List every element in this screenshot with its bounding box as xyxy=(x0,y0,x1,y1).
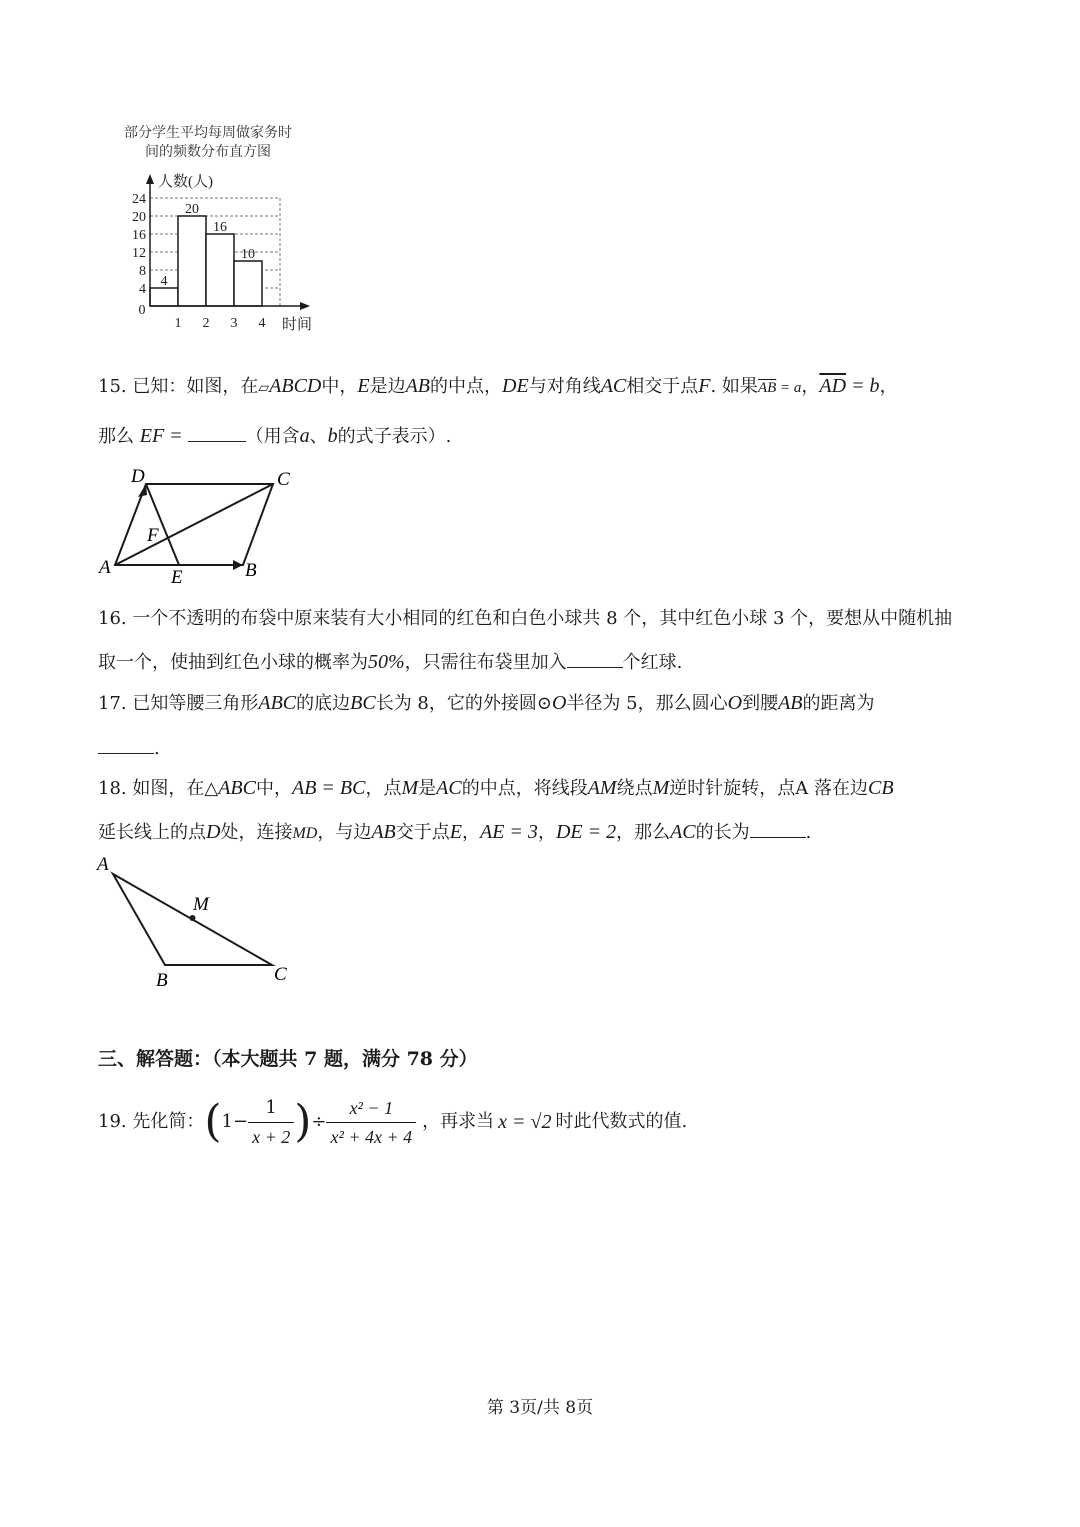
label-b: B xyxy=(245,560,257,581)
y-tick-20: 20 xyxy=(132,210,146,225)
q17-var-bc: BC xyxy=(350,692,376,714)
q15-text: ， xyxy=(801,376,820,397)
label-f: F xyxy=(147,525,159,546)
q17-text: . xyxy=(154,738,160,759)
q15-var-b: b xyxy=(327,425,338,447)
q16-text: ，只需往布袋里加入 xyxy=(404,652,567,673)
q15-var-a: a xyxy=(299,425,310,447)
question-15-line2 xyxy=(98,421,451,451)
q18-text: 是 xyxy=(418,778,437,799)
q17-var-ab: AB xyxy=(778,692,803,714)
arrow-ab xyxy=(233,560,243,570)
fraction-1-denominator: x + 2 xyxy=(252,1126,291,1147)
q19-text: ，再求当 xyxy=(422,1111,495,1132)
q18-text: 18. 如图，在 xyxy=(98,778,205,799)
q15-text: 的中点， xyxy=(430,376,503,397)
circle-symbol: ⊙ xyxy=(536,693,552,714)
histogram-title xyxy=(108,124,308,162)
x-tick-1: 1 xyxy=(174,316,182,331)
histogram-title-line2: 间的频数分布直方图 xyxy=(145,144,271,160)
y-axis-label: 人数(人) xyxy=(158,174,213,190)
question-18-line2 xyxy=(98,817,811,848)
q17-var-o: O xyxy=(551,692,567,714)
q15-text: 、 xyxy=(309,426,328,447)
question-18-line1 xyxy=(98,774,894,803)
q19-one: 1 xyxy=(221,1111,233,1132)
bar-3 xyxy=(206,234,234,306)
q15-var-f: F xyxy=(698,375,711,397)
q18-var-cb: CB xyxy=(868,777,894,799)
q18-text: ，与边 xyxy=(317,822,372,843)
q18-var-ac: AC xyxy=(436,777,462,799)
q18-text: 交于点 xyxy=(395,822,450,843)
bar-label-1: 4 xyxy=(160,274,168,289)
q19-x-value: x = √2 xyxy=(498,1111,552,1133)
q15-abcd: ABCD xyxy=(269,375,322,397)
x-tick-4: 4 xyxy=(258,316,266,331)
question-16-line1: 16. 一个不透明的布袋中原来装有大小相同的红色和白色小球共 8 个，其中红色小球 3 个，要想从中随机抽 xyxy=(98,608,953,629)
q15-text: . 如果 xyxy=(710,376,758,397)
q18-var-e: E xyxy=(449,821,462,843)
q19-text: 时此代数式的值. xyxy=(555,1111,688,1132)
parallelogram-figure xyxy=(95,462,305,592)
page-footer: 第 3页/共 8页 xyxy=(486,1398,594,1418)
y-tick-12: 12 xyxy=(132,246,146,261)
q18-var-abc: ABC xyxy=(218,777,256,799)
question-17-line1 xyxy=(98,689,875,718)
q15-var-ef: EF xyxy=(139,425,165,447)
bar-label-4: 10 xyxy=(241,247,255,262)
q15-var-e: E xyxy=(357,375,370,397)
q18-text: ，那么 xyxy=(616,822,671,843)
q18-var-md: MD xyxy=(292,825,318,842)
fraction-1 xyxy=(248,1094,294,1151)
y-tick-24: 24 xyxy=(132,192,146,207)
answer-blank-18[interactable] xyxy=(750,817,806,838)
q18-text: 中， xyxy=(255,778,292,799)
q18-var-am: AM xyxy=(587,777,617,799)
fraction-1-numerator: 1 xyxy=(248,1094,294,1123)
parallelogram-symbol: ▱ xyxy=(258,380,270,396)
point-m xyxy=(190,915,196,921)
y-tick-4: 4 xyxy=(139,282,146,297)
histogram-title-line1: 部分学生平均每周做家务时 xyxy=(124,125,292,141)
label-m: M xyxy=(193,894,209,915)
q17-var-abc: ABC xyxy=(258,692,297,714)
q18-de: DE = 2 xyxy=(555,821,617,843)
y-tick-16: 16 xyxy=(132,228,146,243)
q16-text: 个红球. xyxy=(622,652,683,673)
q18-ae: AE = 3 xyxy=(480,821,538,843)
q18-var-d: D xyxy=(206,821,221,843)
bar-label-3: 16 xyxy=(213,220,227,235)
frequency-histogram xyxy=(110,168,330,336)
q18-text: 绕点 xyxy=(616,778,653,799)
q15-var-ab: AB xyxy=(405,375,431,397)
x-axis-arrow xyxy=(300,302,310,310)
section-3-heading: 三、解答题：（本大题共 7 题，满分 78 分） xyxy=(98,1048,478,1070)
q18-text: 逆时针旋转，点A 落在边 xyxy=(669,778,869,799)
q18-text: 延长线上的点 xyxy=(98,822,206,843)
right-paren: ) xyxy=(294,1096,312,1147)
q16-percent: 50% xyxy=(368,651,405,673)
vector-b-eq: = b xyxy=(846,375,880,397)
q17-text: 长为 8，它的外接圆 xyxy=(375,693,537,714)
q16-text: 取一个，使抽到红色小球的概率为 xyxy=(98,652,368,673)
x-tick-0: 0 xyxy=(138,303,146,318)
q15-text: 相交于点 xyxy=(626,376,699,397)
answer-blank-16[interactable] xyxy=(567,647,623,668)
answer-blank-17[interactable] xyxy=(98,733,154,754)
bar-label-2: 20 xyxy=(185,202,199,217)
q17-text: 17. 已知等腰三角形 xyxy=(98,693,259,714)
q18-var-ac2: AC xyxy=(670,821,696,843)
divide-sign: ÷ xyxy=(311,1111,327,1132)
q18-text: . xyxy=(805,822,812,843)
q18-text: ， xyxy=(462,822,480,843)
q15-eq: = xyxy=(164,425,188,447)
question-17-line2 xyxy=(98,733,160,763)
q18-text: 的中点，将线段 xyxy=(461,778,588,799)
question-19 xyxy=(98,1092,687,1152)
fraction-2-denominator: x² + 4x + 4 xyxy=(330,1126,413,1147)
triangle-figure xyxy=(95,850,305,995)
q15-text: ， xyxy=(879,376,898,397)
q17-var-o2: O xyxy=(727,692,743,714)
q15-var-ac: AC xyxy=(600,375,627,397)
question-15-line1 xyxy=(98,372,898,402)
q18-eq-ab-bc: AB = BC xyxy=(291,777,366,799)
answer-blank-15[interactable] xyxy=(188,421,246,442)
q18-text: ，点 xyxy=(365,778,402,799)
triangle-symbol: △ xyxy=(204,778,219,799)
q19-minus: − xyxy=(232,1111,249,1132)
vector-a-eq: = a xyxy=(776,380,802,396)
question-16-line2 xyxy=(98,647,682,677)
x-tick-3: 3 xyxy=(230,316,238,331)
q19-text: 19. 先化简： xyxy=(98,1111,205,1132)
label-c: C xyxy=(277,469,290,490)
q17-text: 的底边 xyxy=(296,693,351,714)
label-e: E xyxy=(171,567,183,588)
q18-var-m2: M xyxy=(652,777,670,799)
q17-text: 到腰 xyxy=(742,693,779,714)
x-tick-2: 2 xyxy=(202,316,210,331)
q15-text: 那么 xyxy=(98,426,134,447)
fraction-2-numerator: x² − 1 xyxy=(326,1094,416,1123)
bar-2 xyxy=(178,216,206,306)
q18-text: 的长为 xyxy=(695,822,750,843)
q15-text: 已知：如图，在 xyxy=(132,376,259,397)
label-a: A xyxy=(99,557,111,578)
q15-text: 中， xyxy=(321,376,358,397)
y-axis-arrow xyxy=(146,174,154,184)
label-c: C xyxy=(274,964,287,985)
q18-var-m: M xyxy=(401,777,419,799)
label-a: A xyxy=(97,854,109,875)
vector-ab: $\overline{AB}$ xyxy=(757,380,777,396)
q18-text: ， xyxy=(537,822,556,843)
q17-text: 半径为 5，那么圆心 xyxy=(566,693,728,714)
left-paren: ( xyxy=(204,1096,222,1147)
q15-number: 15. xyxy=(98,376,127,397)
label-d: D xyxy=(131,466,145,487)
y-tick-8: 8 xyxy=(139,264,146,279)
bar-1 xyxy=(150,288,178,306)
x-axis-label: 时间 xyxy=(282,317,313,333)
q15-text: （用含 xyxy=(245,426,300,447)
q18-var-ab: AB xyxy=(371,821,396,843)
q15-text: 的式子表示）. xyxy=(337,426,452,447)
q18-text: 处，连接 xyxy=(220,822,293,843)
q15-text: 是边 xyxy=(369,376,406,397)
vector-ad: $\overline{AD}$ xyxy=(819,375,847,397)
bar-4 xyxy=(234,261,262,306)
q15-var-de: DE xyxy=(502,375,529,397)
fraction-2 xyxy=(326,1094,416,1151)
q17-text: 的距离为 xyxy=(802,693,875,714)
q15-text: 与对角线 xyxy=(528,376,601,397)
label-b: B xyxy=(156,970,168,991)
